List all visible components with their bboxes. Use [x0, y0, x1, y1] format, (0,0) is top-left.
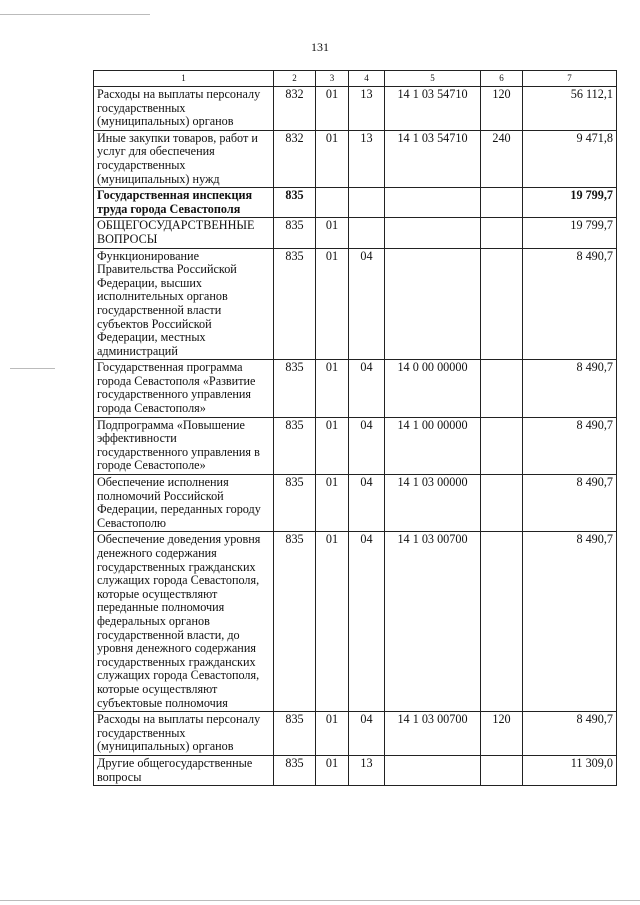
cell-target-item — [385, 755, 481, 785]
column-header: 4 — [349, 71, 385, 87]
column-header: 5 — [385, 71, 481, 87]
table-row — [94, 475, 617, 532]
cell-target-item: 14 1 03 54710 — [385, 130, 481, 187]
cell-expense-type — [481, 248, 523, 360]
cell-section — [316, 188, 349, 218]
cell-target-item — [385, 218, 481, 248]
cell-expense-type — [481, 755, 523, 785]
cell-ministry-code: 835 — [274, 360, 316, 417]
cell-ministry-code: 835 — [274, 532, 316, 712]
cell-expense-type — [481, 188, 523, 218]
cell-amount: 8 490,7 — [523, 475, 617, 532]
table-row — [94, 417, 617, 474]
table-row — [94, 188, 617, 218]
cell-amount: 8 490,7 — [523, 417, 617, 474]
cell-expense-type — [481, 218, 523, 248]
cell-target-item: 14 1 03 00700 — [385, 532, 481, 712]
cell-subsection: 04 — [349, 248, 385, 360]
cell-expense-type — [481, 475, 523, 532]
cell-section: 01 — [316, 87, 349, 131]
cell-subsection: 13 — [349, 130, 385, 187]
cell-section: 01 — [316, 248, 349, 360]
cell-section: 01 — [316, 417, 349, 474]
column-header: 1 — [94, 71, 274, 87]
cell-ministry-code: 835 — [274, 755, 316, 785]
cell-section: 01 — [316, 360, 349, 417]
cell-name: Иные закупки товаров, работ и услуг для обеспечения государственных (муниципальных) нужд — [94, 130, 274, 187]
cell-subsection: 04 — [349, 417, 385, 474]
cell-amount: 19 799,7 — [523, 218, 617, 248]
header-row — [94, 71, 617, 87]
column-header: 7 — [523, 71, 617, 87]
column-header: 6 — [481, 71, 523, 87]
cell-expense-type — [481, 417, 523, 474]
cell-section: 01 — [316, 755, 349, 785]
cell-amount: 9 471,8 — [523, 130, 617, 187]
cell-amount: 8 490,7 — [523, 532, 617, 712]
cell-subsection: 04 — [349, 532, 385, 712]
cell-target-item — [385, 248, 481, 360]
cell-name: Обеспечение исполнения полномочий Российской Федерации, переданных городу Севастополю — [94, 475, 274, 532]
cell-ministry-code: 835 — [274, 218, 316, 248]
cell-name: Государственная программа города Севастополя «Развитие государственного управления города Севастополя» — [94, 360, 274, 417]
cell-amount: 56 112,1 — [523, 87, 617, 131]
cell-subsection — [349, 218, 385, 248]
cell-target-item: 14 1 00 00000 — [385, 417, 481, 474]
scan-mark-left — [10, 368, 55, 369]
cell-name: Расходы на выплаты персоналу государственных (муниципальных) органов — [94, 712, 274, 756]
cell-expense-type — [481, 360, 523, 417]
cell-subsection: 13 — [349, 87, 385, 131]
cell-name: Государственная инспекция труда города Севастополя — [94, 188, 274, 218]
cell-name: Обеспечение доведения уровня денежного содержания государственных гражданских служащих города Севастополя, которые осуществляют переданные полномочия федеральных органов государственной власти, до уровня денежного содержания государственных гражданских служащих города Севастополя, которые осуществляют субъектовые полномочия — [94, 532, 274, 712]
cell-subsection: 04 — [349, 360, 385, 417]
cell-subsection — [349, 188, 385, 218]
table-row — [94, 218, 617, 248]
cell-expense-type: 240 — [481, 130, 523, 187]
table-row — [94, 248, 617, 360]
cell-amount: 8 490,7 — [523, 248, 617, 360]
cell-ministry-code: 835 — [274, 712, 316, 756]
scan-mark-top — [0, 14, 150, 15]
cell-amount: 11 309,0 — [523, 755, 617, 785]
column-header: 2 — [274, 71, 316, 87]
table-row — [94, 130, 617, 187]
cell-subsection: 04 — [349, 712, 385, 756]
cell-name: Функционирование Правительства Российской Федерации, высших исполнительных органов государственной власти субъектов Российской Федерации, местных администраций — [94, 248, 274, 360]
cell-section: 01 — [316, 218, 349, 248]
cell-amount: 8 490,7 — [523, 360, 617, 417]
scan-mark-bottom — [0, 900, 640, 901]
cell-section: 01 — [316, 532, 349, 712]
cell-amount: 19 799,7 — [523, 188, 617, 218]
cell-target-item: 14 1 03 00000 — [385, 475, 481, 532]
cell-ministry-code: 835 — [274, 475, 316, 532]
cell-target-item — [385, 188, 481, 218]
cell-target-item: 14 1 03 54710 — [385, 87, 481, 131]
cell-name: Другие общегосударственные вопросы — [94, 755, 274, 785]
table-row — [94, 712, 617, 756]
cell-expense-type — [481, 532, 523, 712]
cell-name: Расходы на выплаты персоналу государственных (муниципальных) органов — [94, 87, 274, 131]
table-row — [94, 755, 617, 785]
cell-amount: 8 490,7 — [523, 712, 617, 756]
table-row — [94, 360, 617, 417]
table-row — [94, 87, 617, 131]
cell-ministry-code: 832 — [274, 87, 316, 131]
page-number: 131 — [311, 40, 329, 54]
cell-ministry-code: 832 — [274, 130, 316, 187]
table-row — [94, 532, 617, 712]
cell-ministry-code: 835 — [274, 188, 316, 218]
cell-target-item: 14 1 03 00700 — [385, 712, 481, 756]
cell-ministry-code: 835 — [274, 248, 316, 360]
cell-expense-type: 120 — [481, 87, 523, 131]
budget-table — [93, 70, 617, 786]
cell-section: 01 — [316, 712, 349, 756]
cell-subsection: 13 — [349, 755, 385, 785]
column-header: 3 — [316, 71, 349, 87]
cell-subsection: 04 — [349, 475, 385, 532]
cell-ministry-code: 835 — [274, 417, 316, 474]
cell-target-item: 14 0 00 00000 — [385, 360, 481, 417]
cell-name: ОБЩЕГОСУДАРСТВЕННЫЕ ВОПРОСЫ — [94, 218, 274, 248]
cell-name: Подпрограмма «Повышение эффективности государственного управления в городе Севастополе» — [94, 417, 274, 474]
cell-section: 01 — [316, 475, 349, 532]
cell-expense-type: 120 — [481, 712, 523, 756]
cell-section: 01 — [316, 130, 349, 187]
